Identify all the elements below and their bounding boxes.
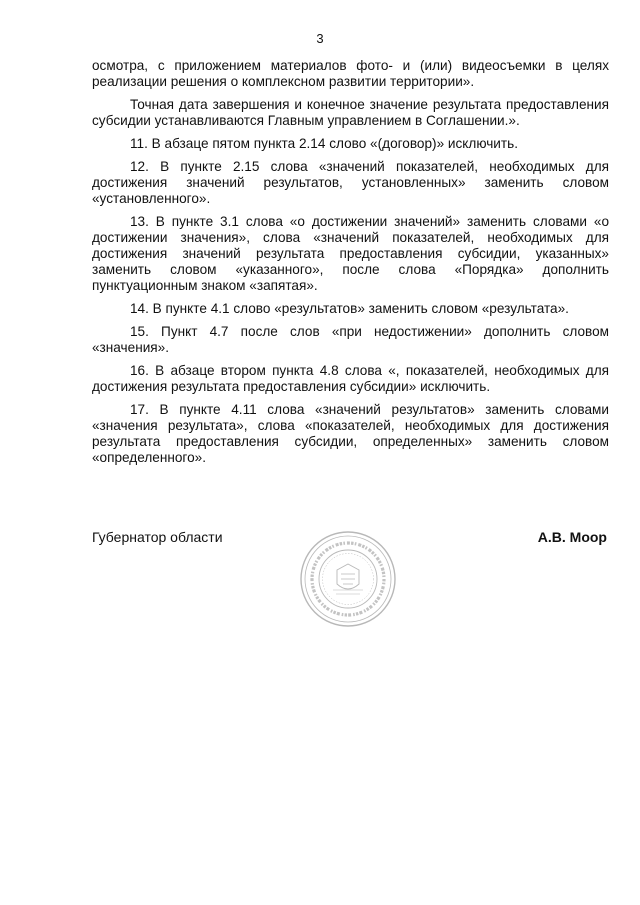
paragraph-completion-date: Точная дата завершения и конечное значение результата предоставления субсидии устанавливаются Главным управлением в Соглашении.». [92, 97, 609, 128]
paragraph-continuation: осмотра, с приложением материалов фото- и (или) видеосъемки в целях реализации решения о комплексном развитии территории». [92, 58, 609, 89]
signatory-position: Губернатор области [92, 529, 223, 545]
document-body [92, 58, 609, 473]
paragraph-item-14: 14. В пункте 4.1 слово «результатов» заменить словом «результата». [130, 301, 569, 316]
paragraph-item-17: 17. В пункте 4.11 слова «значений результатов» заменить словами «значения результата», слова «показателей, необходимых для достижения результата предоставления субсидии, определенных» заменить словом «определенного». [92, 402, 609, 465]
paragraph-item-15: 15. Пункт 4.7 после слов «при недостижении» дополнить словом «значения». [92, 324, 609, 355]
page-number: 3 [316, 31, 324, 46]
paragraph-item-11: 11. В абзаце пятом пункта 2.14 слово «(договор)» исключить. [130, 136, 518, 151]
paragraph-item-16: 16. В абзаце втором пункта 4.8 слова «, показателей, необходимых для достижения результата предоставления субсидии» исключить. [92, 363, 609, 394]
paragraph-item-12: 12. В пункте 2.15 слова «значений показателей, необходимых для достижения значений результатов, установленных» заменить словом «установленного». [92, 159, 609, 206]
paragraph-item-13: 13. В пункте 3.1 слова «о достижении значений» заменить словами «о достижении значения», слова «значений показателей, необходимых для достижения значений результата предоставления субсидии, указанных» заменить словом «указанного», после слова «Порядка» дополнить пунктуационным знаком «запятая». [92, 214, 609, 293]
official-seal-stamp [287, 528, 409, 628]
signatory-name: А.В. Моор [537, 529, 607, 545]
